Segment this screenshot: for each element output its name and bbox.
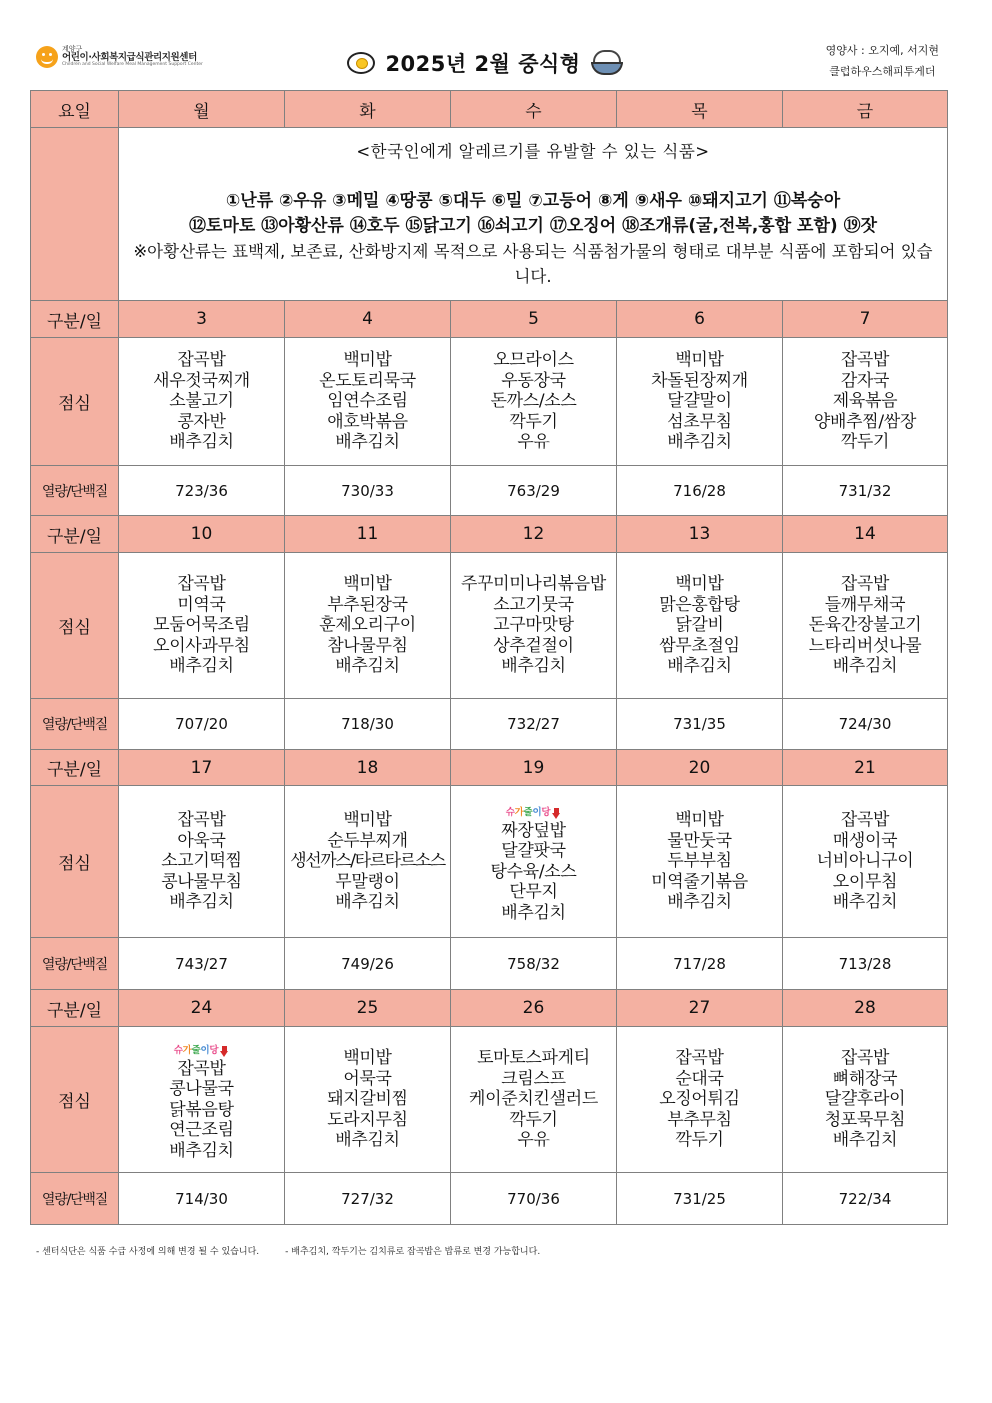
kcal-value: 718/30: [285, 699, 451, 750]
kcal-value: 758/32: [451, 938, 617, 990]
date-cell: 26: [451, 990, 617, 1027]
menu-item: 잡곡밥: [840, 1048, 890, 1069]
date-cell: 3: [119, 301, 285, 338]
page-title: 2025년 2월 중식형: [385, 52, 581, 76]
menu-item: 어묵국: [343, 1068, 392, 1089]
lunch-menu-cell: [285, 786, 451, 938]
lunch-menu-cell: [119, 1027, 285, 1173]
menu-item: 훈제오리구이: [319, 615, 416, 636]
kcal-row: [31, 1173, 948, 1225]
menu-item: 쌈무초절임: [659, 635, 740, 656]
kcal-label: 열량/단백질: [31, 699, 119, 750]
menu-item: 미역국: [177, 594, 226, 615]
menu-item: 닭볶음탕: [169, 1099, 234, 1120]
menu-item: 우동장국: [501, 370, 566, 391]
kcal-value: 713/28: [783, 938, 948, 990]
menu-item: 모둠어묵조림: [153, 615, 250, 636]
allergy-list-line2: ⑫토마토 ⑬아황산류 ⑭호두 ⑮닭고기 ⑯쇠고기 ⑰오징어 ⑱조개류(굴,전복,홍합 포함) ⑲잣: [188, 216, 878, 236]
allergy-list-line1: ①난류 ②우유 ③메밀 ④땅콩 ⑤대두 ⑥밀 ⑦고등어 ⑧게 ⑨새우 ⑩돼지고기 ⑪복숭아: [225, 191, 841, 211]
menu-item: 뼈해장국: [832, 1068, 898, 1089]
date-cell: 6: [617, 301, 783, 338]
menu-item: 우유: [517, 432, 550, 453]
menu-item: 오므라이스: [493, 350, 574, 371]
menu-item: 소고기뭇국: [493, 594, 574, 615]
menu-item: 무말랭이: [335, 871, 400, 892]
footer-note-substitution: - 배추김치, 깍두기는 김치류로 잡곡밥은 밥류로 변경 가능합니다.: [285, 1247, 541, 1257]
date-cell: 24: [119, 990, 285, 1027]
menu-item: 연근조림: [169, 1120, 234, 1140]
menu-item: 소불고기: [169, 391, 234, 412]
menu-item: 달걀말이: [667, 391, 732, 412]
menu-item: 백미밥: [675, 574, 724, 595]
allergy-label-cell: [31, 128, 119, 301]
menu-item: 배추김치: [335, 892, 400, 913]
down-arrow-icon: [552, 808, 561, 819]
kcal-value: 707/20: [119, 699, 285, 750]
allergy-heading: <한국인에게 알레르기를 유발할 수 있는 식품>: [356, 142, 710, 161]
date-row: [31, 516, 948, 553]
allergy-info: [119, 128, 948, 301]
menu-item: 부추무침: [667, 1109, 732, 1130]
title-area: [340, 46, 630, 80]
menu-item: 배추김치: [832, 1130, 898, 1151]
date-cell: 11: [285, 516, 451, 553]
menu-item: 백미밥: [343, 1048, 392, 1069]
lunch-menu-cell: [285, 338, 451, 466]
sugar-reduction-badge: [506, 807, 561, 820]
kcal-value: 731/32: [783, 466, 948, 516]
lunch-menu-cell: [617, 1027, 783, 1173]
menu-item: 섬초무침: [667, 411, 732, 432]
menu-item: 도라지무침: [327, 1109, 408, 1130]
menu-item: 깍두기: [509, 1109, 558, 1130]
lunch-row: [31, 786, 948, 938]
lunch-menu-cell: [783, 553, 948, 699]
kcal-value: 722/34: [783, 1173, 948, 1225]
menu-item: 잡곡밥: [840, 574, 890, 595]
facility-name: 클럽하우스해피투게더: [829, 65, 936, 78]
sugar-reduction-badge: [174, 1045, 229, 1058]
menu-item: 짜장덮밥: [501, 820, 566, 841]
menu-table: [30, 90, 948, 1225]
menu-item: 배추김치: [335, 432, 400, 453]
center-logo: [36, 46, 203, 68]
sugar-reduction-badge-text: 슈가줄이당: [173, 1045, 219, 1056]
footer-notes: [36, 1244, 540, 1257]
menu-item: 백미밥: [343, 350, 392, 371]
menu-item: 차돌된장찌개: [651, 370, 748, 391]
menu-item: 배추김치: [169, 432, 234, 453]
menu-item: 배추김치: [169, 1140, 234, 1161]
menu-item: 두부부침: [667, 851, 732, 872]
menu-item: 청포묵무침: [824, 1109, 906, 1130]
lunch-menu-cell: [451, 553, 617, 699]
kcal-value: 770/36: [451, 1173, 617, 1225]
menu-item: 잡곡밥: [177, 350, 226, 371]
menu-item: 배추김치: [169, 892, 234, 913]
date-cell: 18: [285, 750, 451, 786]
lunch-label: 점심: [31, 553, 119, 699]
menu-item: 크림스프: [501, 1068, 566, 1089]
logo-district: 계양구: [62, 45, 83, 53]
date-row-label: 구분/일: [31, 990, 119, 1027]
menu-item: 토마토스파게티: [477, 1048, 590, 1069]
date-cell: 5: [451, 301, 617, 338]
menu-item: 맑은홍합탕: [659, 594, 740, 615]
kcal-value: 727/32: [285, 1173, 451, 1225]
lunch-row: [31, 553, 948, 699]
date-cell: 28: [783, 990, 948, 1027]
menu-item: 임연수조림: [327, 391, 408, 412]
menu-item: 아욱국: [177, 830, 226, 851]
staff-info: [826, 40, 939, 82]
lunch-menu-cell: [451, 1027, 617, 1173]
menu-item: 우유: [517, 1130, 550, 1151]
menu-item: 배추김치: [832, 656, 898, 677]
date-cell: 4: [285, 301, 451, 338]
menu-item: 참나물무침: [327, 635, 408, 656]
menu-item: 순두부찌개: [327, 830, 408, 851]
smile-logo-icon: [36, 46, 58, 68]
kcal-value: 724/30: [783, 699, 948, 750]
kcal-value: 731/35: [617, 699, 783, 750]
weekday-wed: 수: [451, 91, 617, 128]
menu-item: 생선까스/타르타르소스: [290, 851, 445, 872]
rice-bowl-icon: [591, 50, 623, 76]
lunch-menu-cell: [451, 338, 617, 466]
lunch-label: 점심: [31, 786, 119, 938]
lunch-label: 점심: [31, 1027, 119, 1173]
menu-item: 깍두기: [509, 411, 558, 432]
kcal-value: 714/30: [119, 1173, 285, 1225]
weekday-header-label: 요일: [31, 91, 119, 128]
lunch-menu-cell: [617, 553, 783, 699]
kcal-label: 열량/단백질: [31, 1173, 119, 1225]
weekday-mon: 월: [119, 91, 285, 128]
date-cell: 27: [617, 990, 783, 1027]
menu-item: 잡곡밥: [177, 810, 226, 831]
lunch-row: [31, 338, 948, 466]
date-cell: 25: [285, 990, 451, 1027]
weekday-header-row: [31, 91, 948, 128]
menu-item: 단무지: [509, 882, 558, 902]
date-cell: 17: [119, 750, 285, 786]
kcal-label: 열량/단백질: [31, 466, 119, 516]
menu-item: 부추된장국: [327, 594, 408, 615]
date-row: [31, 301, 948, 338]
menu-item: 배추김치: [169, 656, 234, 677]
menu-item: 케이준치킨샐러드: [469, 1089, 598, 1110]
menu-item: 온도토리묵국: [319, 370, 416, 391]
kcal-label: 열량/단백질: [31, 938, 119, 990]
menu-item: 배추김치: [501, 656, 566, 677]
lunch-menu-cell: [285, 553, 451, 699]
menu-item: 돈육간장불고기: [808, 615, 922, 636]
lunch-menu-cell: [451, 786, 617, 938]
date-row: [31, 990, 948, 1027]
menu-item: 잡곡밥: [177, 574, 226, 595]
menu-item: 소고기떡찜: [161, 851, 242, 872]
menu-item: 배추김치: [335, 656, 400, 677]
date-cell: 14: [783, 516, 948, 553]
lunch-menu-cell: [119, 338, 285, 466]
menu-item: 고구마맛탕: [493, 615, 574, 636]
kcal-value: 763/29: [451, 466, 617, 516]
lunch-row: [31, 1027, 948, 1173]
sugar-reduction-badge-text: 슈가줄이당: [505, 807, 551, 818]
allergy-note: ※아황산류는 표백제, 보존료, 산화방지제 목적으로 사용되는 식품첨가물의 형태로 대부분 식품에 포함되어 있습니다.: [133, 242, 933, 286]
menu-item: 콩나물국: [169, 1079, 234, 1099]
logo-center-name: 어린이·사회복지급식관리지원센터: [62, 52, 197, 64]
menu-item: 순대국: [675, 1068, 724, 1089]
menu-item: 콩나물무침: [161, 871, 242, 892]
date-cell: 21: [783, 750, 948, 786]
menu-item: 새우젓국찌개: [153, 370, 250, 391]
lunch-menu-cell: [119, 553, 285, 699]
menu-item: 잡곡밥: [840, 350, 890, 371]
kcal-row: [31, 699, 948, 750]
weekday-tue: 화: [285, 91, 451, 128]
lunch-menu-cell: [783, 1027, 948, 1173]
kcal-value: 723/36: [119, 466, 285, 516]
kcal-value: 732/27: [451, 699, 617, 750]
menu-item: 깍두기: [840, 432, 890, 453]
kcal-value: 743/27: [119, 938, 285, 990]
menu-item: 느타리버섯나물: [808, 635, 922, 656]
menu-item: 애호박볶음: [327, 411, 408, 432]
date-cell: 13: [617, 516, 783, 553]
weekday-fri: 금: [783, 91, 948, 128]
menu-item: 물만둣국: [667, 830, 732, 851]
menu-item: 너비아니구이: [816, 851, 914, 872]
fried-egg-icon: [347, 52, 375, 74]
date-cell: 20: [617, 750, 783, 786]
menu-item: 깍두기: [675, 1130, 724, 1151]
menu-item: 매생이국: [832, 830, 898, 851]
date-row-label: 구분/일: [31, 516, 119, 553]
menu-item: 주꾸미미나리볶음밥: [460, 574, 607, 595]
kcal-value: 749/26: [285, 938, 451, 990]
kcal-value: 717/28: [617, 938, 783, 990]
menu-item: 오이무침: [832, 871, 898, 892]
menu-item: 들깨무채국: [824, 594, 906, 615]
date-row: [31, 750, 948, 786]
menu-item: 배추김치: [667, 432, 732, 453]
menu-item: 제육볶음: [832, 391, 898, 412]
menu-item: 잡곡밥: [675, 1048, 724, 1069]
menu-item: 배추김치: [335, 1130, 400, 1151]
down-arrow-icon: [220, 1046, 229, 1057]
lunch-menu-cell: [285, 1027, 451, 1173]
menu-item: 백미밥: [675, 810, 724, 831]
menu-item: 백미밥: [675, 350, 724, 371]
menu-item: 배추김치: [667, 892, 732, 913]
lunch-menu-cell: [783, 786, 948, 938]
menu-item: 백미밥: [343, 810, 392, 831]
menu-item: 돼지갈비찜: [327, 1089, 408, 1110]
menu-item: 달걀후라이: [824, 1089, 906, 1110]
lunch-label: 점심: [31, 338, 119, 466]
allergy-row: [31, 128, 948, 301]
lunch-menu-cell: [617, 786, 783, 938]
menu-item: 닭갈비: [675, 615, 724, 636]
menu-item: 백미밥: [343, 574, 392, 595]
lunch-menu-cell: [617, 338, 783, 466]
menu-item: 달걀팟국: [501, 841, 566, 861]
menu-item: 잡곡밥: [840, 810, 890, 831]
lunch-menu-cell: [119, 786, 285, 938]
lunch-menu-cell: [783, 338, 948, 466]
menu-item: 돈까스/소스: [490, 391, 577, 412]
date-cell: 10: [119, 516, 285, 553]
menu-item: 배추김치: [832, 892, 898, 913]
footer-note-menu-change: - 센터식단은 식품 수급 사정에 의해 변경 될 수 있습니다.: [36, 1247, 260, 1257]
date-row-label: 구분/일: [31, 750, 119, 786]
date-cell: 7: [783, 301, 948, 338]
date-cell: 19: [451, 750, 617, 786]
menu-item: 탕수육/소스: [490, 861, 577, 882]
menu-item: 감자국: [840, 370, 890, 391]
kcal-value: 730/33: [285, 466, 451, 516]
dietitian-names: 영양사 : 오지예, 서지현: [825, 44, 939, 57]
kcal-value: 731/25: [617, 1173, 783, 1225]
kcal-row: [31, 938, 948, 990]
menu-item: 오이사과무침: [153, 635, 250, 656]
date-cell: 12: [451, 516, 617, 553]
menu-item: 양배추찜/쌈장: [813, 411, 917, 432]
menu-item: 배추김치: [667, 656, 732, 677]
menu-item: 잡곡밥: [177, 1058, 226, 1079]
date-row-label: 구분/일: [31, 301, 119, 338]
weekday-thu: 목: [617, 91, 783, 128]
kcal-row: [31, 466, 948, 516]
menu-item: 배추김치: [501, 902, 566, 923]
menu-item: 콩자반: [177, 411, 226, 432]
menu-item: 미역줄기볶음: [651, 871, 748, 892]
menu-item: 상추겉절이: [493, 635, 574, 656]
kcal-value: 716/28: [617, 466, 783, 516]
page-header: [30, 30, 947, 90]
logo-english-name: Children and Social Welfare Meal Management Support Center: [62, 62, 203, 68]
menu-item: 오징어튀김: [659, 1089, 740, 1110]
